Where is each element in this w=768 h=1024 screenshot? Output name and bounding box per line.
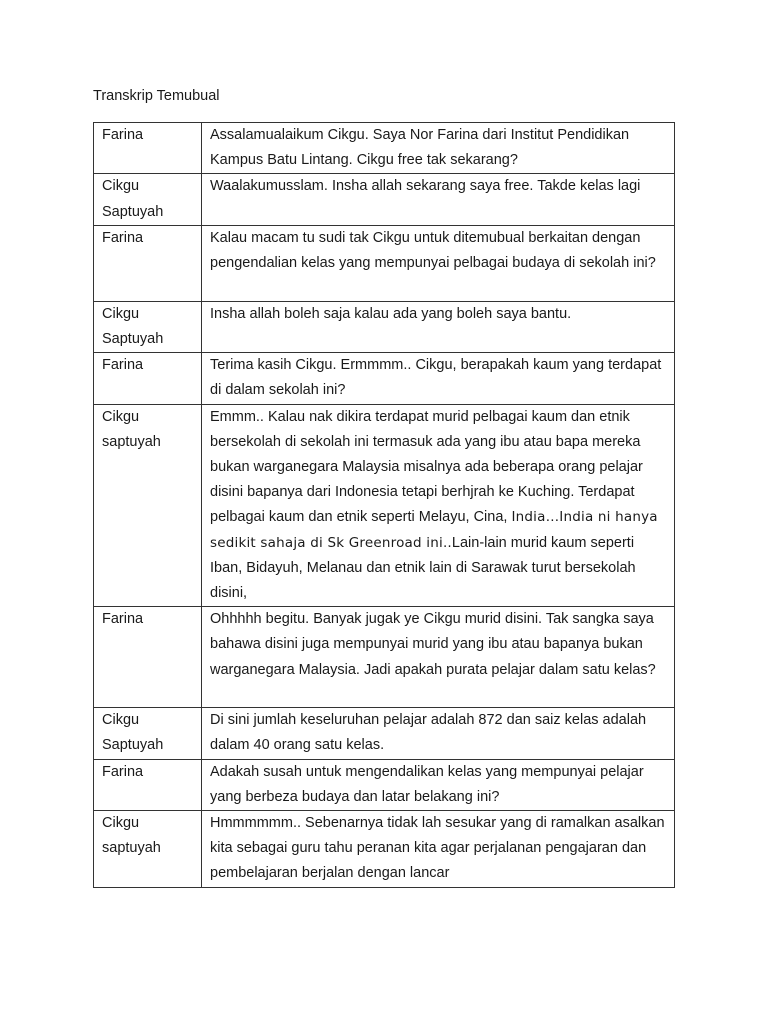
message-text-part: India…India ni hanya sedikit sahaja di Sk Greenroad ini..: [210, 509, 658, 551]
table-row: [94, 708, 675, 759]
table-row: [94, 811, 675, 888]
table-row: [94, 759, 675, 810]
message-cell: Di sini jumlah keseluruhan pelajar adalah 872 dan saiz kelas adalah dalam 40 orang satu kelas.: [202, 708, 675, 759]
speaker-cell: Farina: [94, 123, 202, 174]
document-title: Transkrip Temubual: [93, 88, 220, 104]
message-cell: Terima kasih Cikgu. Ermmmm.. Cikgu, berapakah kaum yang terdapat di dalam sekolah ini?: [202, 353, 675, 404]
message-cell: Ohhhhh begitu. Banyak jugak ye Cikgu murid disini. Tak sangka saya bahawa disini juga mempunyai murid yang ibu atau bapanya bukan warganegara Malaysia. Jadi apakah purata pelajar dalam satu kelas?: [202, 607, 675, 708]
table-row: [94, 301, 675, 352]
speaker-cell: Cikgu saptuyah: [94, 811, 202, 888]
message-cell: Kalau macam tu sudi tak Cikgu untuk ditemubual berkaitan dengan pengendalian kelas yang mempunyai pelbagai budaya di sekolah ini?: [202, 225, 675, 301]
message-cell: Insha allah boleh saja kalau ada yang boleh saya bantu.: [202, 301, 675, 352]
speaker-cell: Cikgu Saptuyah: [94, 174, 202, 225]
speaker-cell: Farina: [94, 759, 202, 810]
message-cell: Hmmmmmm.. Sebenarnya tidak lah sesukar yang di ramalkan asalkan kita sebagai guru tahu peranan kita agar perjalanan pengajaran dan pembelajaran berjalan dengan lancar: [202, 811, 675, 888]
message-cell: Adakah susah untuk mengendalikan kelas yang mempunyai pelajar yang berbeza budaya dan latar belakang ini?: [202, 759, 675, 810]
interview-transcript-table: [93, 122, 675, 888]
speaker-cell: Cikgu Saptuyah: [94, 708, 202, 759]
speaker-cell: Farina: [94, 607, 202, 708]
table-row: [94, 225, 675, 301]
speaker-cell: Cikgu saptuyah: [94, 404, 202, 607]
message-cell: [202, 404, 675, 607]
message-cell: Assalamualaikum Cikgu. Saya Nor Farina dari Institut Pendidikan Kampus Batu Lintang. Cikgu free tak sekarang?: [202, 123, 675, 174]
table-row: [94, 353, 675, 404]
message-cell: Waalakumusslam. Insha allah sekarang saya free. Takde kelas lagi: [202, 174, 675, 225]
speaker-cell: Cikgu Saptuyah: [94, 301, 202, 352]
speaker-cell: Farina: [94, 225, 202, 301]
speaker-cell: Farina: [94, 353, 202, 404]
message-text-part: Lain-lain murid kaum seperti Iban, Bidayuh, Melanau dan etnik lain di Sarawak turut bersekolah disini,: [210, 534, 636, 602]
message-text-part: Emmm.. Kalau nak dikira terdapat murid pelbagai kaum dan etnik bersekolah di sekolah ini termasuk ada yang ibu atau bapa mereka bukan warganegara Malaysia misalnya ada beberapa orang pelajar disini bapanya dari Indonesia tetapi berhjrah ke Kuching. Terdapat pelbagai kaum dan etnik seperti Melayu, Cina,: [210, 408, 643, 526]
table-row: [94, 607, 675, 708]
table-row: [94, 174, 675, 225]
table-row: [94, 123, 675, 174]
table-row: [94, 404, 675, 607]
